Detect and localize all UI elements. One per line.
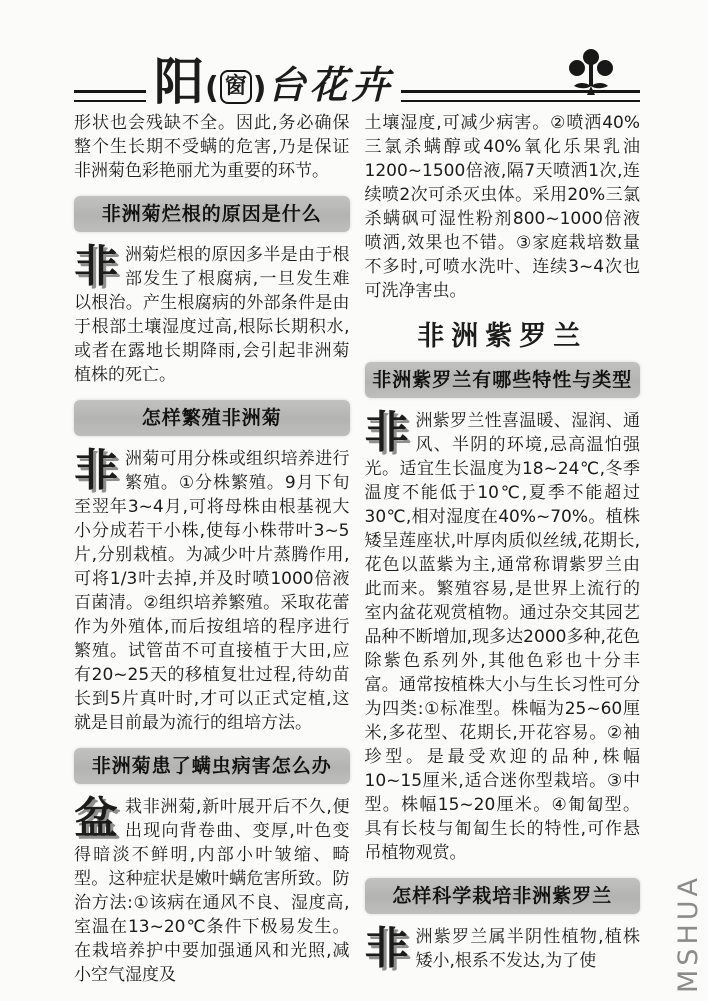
section-body-text: 洲菊可用分株或组织培养进行繁殖。①分株繁殖。9月下旬至翌年3~4月,可将母株由根基视大小分成若干小株,使每小株带叶3~5片,分别栽植。为减少叶片蒸腾作用,可将1/3叶去掉,并及时喷1000倍液百菌清。②组织培养繁殖。采取花蕾作为外殖体,而后按组培的程序进行繁殖。试管苗不可直接植于大田,应有20~25天的移植复壮过程,待幼苗长到5片真叶时,才可以正式定植,这就是目前最为流行的组培方法。	[74, 449, 350, 733]
section-body-text: 洲菊烂根的原因多半是由于根部发生了根腐病,一旦发生难以根治。产生根腐病的外部条件是由于根部土壤湿度过高,根际长期积水,或者在露地长期降雨,会引起非洲菊植株的死亡。	[74, 245, 350, 385]
section-header-violet-cultivation: 怎样科学栽培非洲紫罗兰	[365, 878, 641, 914]
dropcap-char: 非	[74, 445, 118, 496]
watermark-text: MSHUA	[673, 874, 704, 993]
right-column	[365, 111, 641, 987]
section-header-violet-traits: 非洲紫罗兰有哪些特性与类型	[365, 362, 641, 398]
page-title-main: 阳	[154, 53, 204, 111]
dropcap-char: 非	[364, 407, 409, 458]
section-body	[74, 447, 350, 735]
page-content	[74, 54, 640, 987]
dropcap-char: 盆	[74, 793, 118, 844]
page-title-paren-open: (	[205, 71, 219, 106]
dropcap-char: 非	[74, 241, 118, 292]
section-body-text: 洲紫罗兰属半阴性植物,植株矮小,根系不发达,为了使	[415, 927, 640, 971]
continuation-paragraph: 形状也会残缺不全。因此,务必确保整个生长期不受螨的危害,乃是保证非洲菊色彩艳丽尤为重要的环节。	[74, 113, 350, 181]
section-body	[365, 925, 641, 973]
masthead	[74, 53, 640, 111]
section-header-gerbera-mites: 非洲菊患了螨虫病害怎么办	[74, 748, 350, 784]
page-title-rest: 台花卉	[267, 63, 394, 107]
chapter-title-african-violet: 非洲紫罗兰	[417, 321, 588, 352]
flower-ornament-icon	[568, 48, 614, 98]
columns	[74, 111, 640, 987]
masthead-rule-left	[74, 90, 146, 102]
dropcap-char: 非	[364, 923, 409, 974]
page-title-paren-close: )	[252, 71, 267, 106]
section-header-gerbera-propagation: 怎样繁殖非洲菊	[74, 400, 350, 436]
section-body-text: 洲紫罗兰性喜温暖、湿润、通风、半阴的环境,忌高温怕强光。适宜生长温度为18~24℃,冬季温度不能低于10℃,夏季不能超过30℃,相对湿度在40%~70%。植株矮呈莲座状,叶厚肉质似丝绒,花期长,花色以蓝紫为主,通常称谓紫罗兰由此而来。繁殖容易,是世界上流行的室内盆花观赏植物。通过杂交其园艺品种不断增加,现多达2000多种,花色除紫色系列外,其他色彩也十分丰富。通常按植株大小与生长习性可分为四类:①标准型。株幅为25~60厘米,多花型、花期长,开花容易。②袖珍型。是最受欢迎的品种,株幅10~15厘米,适合迷你型栽培。③中型。株幅15~20厘米。④匍匐型。具有长枝与匍匐生长的特性,可作悬吊植物观赏。	[364, 411, 640, 863]
section-body-text: 栽非洲菊,新叶展开后不久,便出现向背卷曲、变厚,叶色变得暗淡不鲜明,内部小叶皱缩、畸型。这种症状是嫩叶螨危害所致。防治方法:①该病在通风不良、湿度高,室温在13~20℃条件下极易发生。在栽培养护中要加强通风和光照,减小空气湿度及	[74, 797, 350, 985]
section-body	[74, 243, 350, 387]
section-body	[365, 409, 641, 865]
continuation-paragraph: 土壤湿度,可减少病害。②喷洒40%三氯杀螨醇或40%氧化乐果乳油1200~1500倍液,隔7天喷洒1次,连续喷2次可杀灭虫体。采用20%三氯杀螨砜可湿性粉剂800~1000倍液喷洒,效果也不错。③家庭栽培数量不多时,可喷水洗叶、连续3~4次也可洗净害虫。	[364, 113, 640, 301]
page-title	[146, 53, 401, 111]
section-header-gerbera-root-rot: 非洲菊烂根的原因是什么	[74, 196, 350, 232]
section-body	[74, 795, 350, 987]
page-title-boxed-char: 窗	[220, 70, 252, 104]
left-column	[74, 111, 350, 987]
